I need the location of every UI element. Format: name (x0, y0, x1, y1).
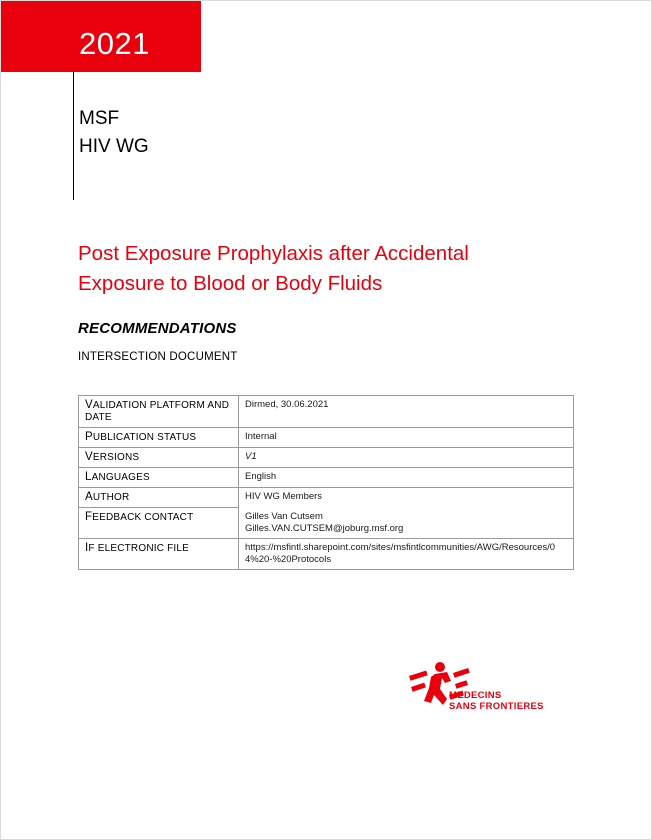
row-label-publication-status: PUBLICATION STATUS (79, 428, 239, 448)
table-row (79, 396, 574, 428)
document-kind: INTERSECTION DOCUMENT (78, 351, 238, 363)
row-value-validation: Dirmed, 30.06.2021 (239, 396, 574, 428)
row-value-feedback-contact (239, 508, 574, 539)
vertical-divider (73, 72, 74, 200)
msf-logo-line1: MEDECINS (449, 690, 502, 701)
msf-logo-line2: SANS FRONTIERES (449, 700, 544, 712)
row-value-electronic-file (239, 538, 574, 569)
table-row (79, 428, 574, 448)
table-row (79, 508, 574, 539)
row-label-author: AUTHOR (79, 488, 239, 508)
document-subtitle: RECOMMENDATIONS (78, 320, 237, 337)
row-value-versions: V1 (239, 448, 574, 468)
row-value-languages: English (239, 468, 574, 488)
row-label-electronic-file: IF ELECTRONIC FILE (79, 538, 239, 569)
row-value-author: HIV WG Members (239, 488, 574, 508)
row-label-versions: VERSIONS (79, 448, 239, 468)
table-row (79, 488, 574, 508)
organization-label: MSF (79, 108, 120, 129)
table-row (79, 448, 574, 468)
feedback-contact-name: Gilles Van Cutsem (245, 510, 323, 522)
table-row (79, 538, 574, 569)
year-label: 2021 (79, 26, 150, 61)
msf-logo-text (449, 691, 544, 712)
working-group-label: HIV WG (79, 136, 149, 157)
page-title: Post Exposure Prophylaxis after Accidental Exposure to Blood or Body Fluids (78, 242, 469, 295)
feedback-contact-email[interactable]: Gilles.VAN.CUTSEM@joburg.msf.org (245, 522, 404, 534)
row-label-feedback-contact: FEEDBACK CONTACT (79, 508, 239, 539)
metadata-table (78, 395, 574, 570)
row-label-validation: VALIDATION PLATFORM AND DATE (79, 396, 239, 428)
electronic-file-url[interactable]: https://msfintl.sharepoint.com/sites/msfintlcommunities/AWG/Resources/04%20-%20Protocols (245, 541, 556, 565)
table-row (79, 468, 574, 488)
row-label-languages: LANGUAGES (79, 468, 239, 488)
row-value-publication-status: Internal (239, 428, 574, 448)
